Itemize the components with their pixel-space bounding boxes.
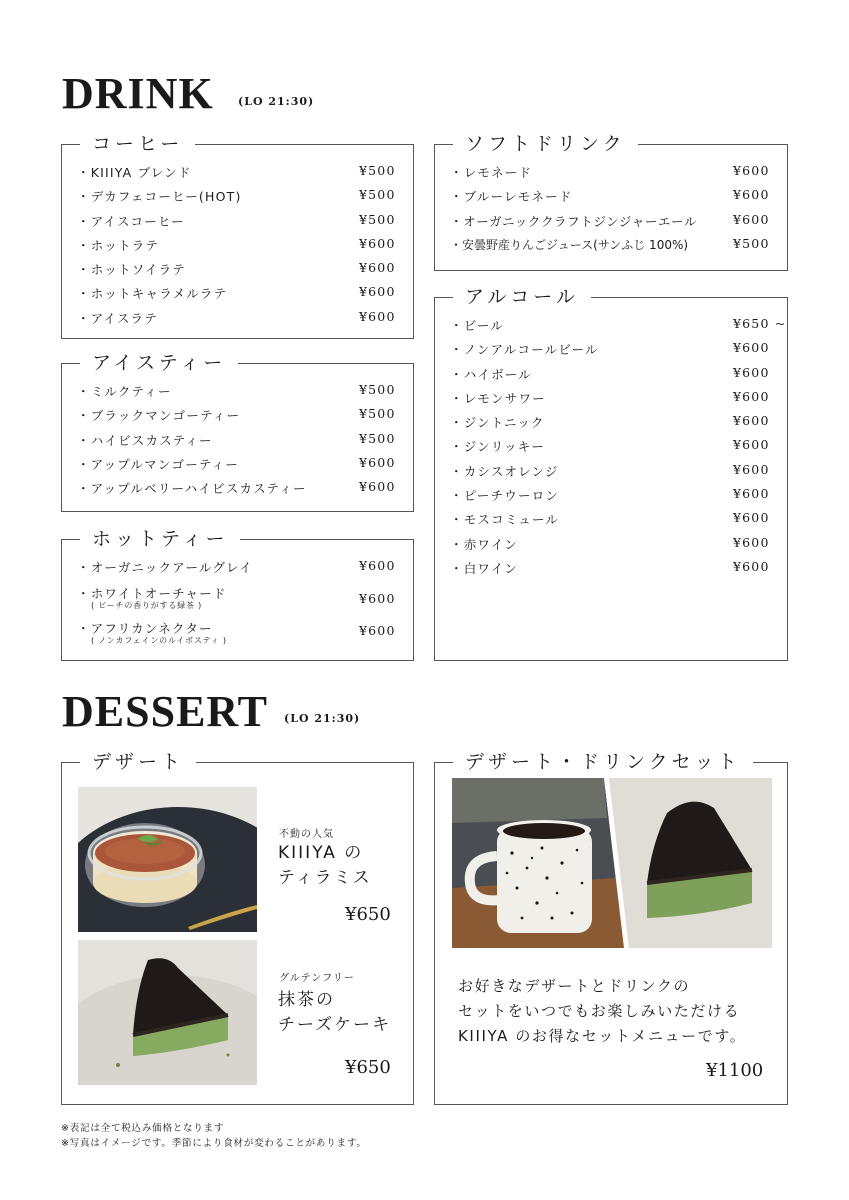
alcohol-section-title: アルコール bbox=[453, 284, 591, 310]
menu-item: ・白ワイン ¥600 bbox=[450, 558, 770, 576]
menu-item: ・ビール ¥650 ~ bbox=[450, 316, 787, 333]
coffee-section-title: コーヒー bbox=[80, 131, 195, 157]
menu-item: ・ブラックマンゴーティー ¥500 bbox=[77, 406, 396, 424]
hot-tea-section-title: ホットティー bbox=[80, 526, 240, 552]
footnote-photo: ※写真はイメージです。季節により食材が変わることがあります。 bbox=[61, 1138, 367, 1149]
matcha-cheesecake-photo bbox=[78, 940, 257, 1085]
drink-last-order: (LO 21:30) bbox=[238, 95, 315, 108]
menu-item: ・レモネード ¥600 bbox=[450, 163, 770, 180]
coffee-and-cake-photo bbox=[452, 778, 772, 948]
item-note: ( ピーチの香りがする緑茶 ) bbox=[91, 601, 203, 610]
menu-item: ・オーガニックアールグレイ ¥600 bbox=[77, 558, 396, 575]
menu-item: ・ミルクティー ¥500 bbox=[77, 382, 396, 399]
set-menu-description: お好きなデザートとドリンクの セットをいつでもお楽しみいただける KIIIYA のお得なセットメニューです。 bbox=[458, 977, 747, 1045]
menu-item: ・ブルーレモネード ¥600 bbox=[450, 187, 770, 205]
alcohol-section bbox=[434, 286, 788, 661]
menu-item: ・赤ワイン ¥600 bbox=[450, 534, 770, 552]
tiramisu-tag: 不動の人気 bbox=[279, 829, 334, 840]
menu-item: ・オーガニッククラフトジンジャーエール ¥600 bbox=[450, 211, 770, 229]
menu-item: ・ホットラテ ¥600 bbox=[77, 235, 396, 253]
menu-item: ・ピーチウーロン ¥600 bbox=[450, 486, 770, 504]
menu-item: ・アイスラテ ¥600 bbox=[77, 308, 396, 326]
menu-item: ・レモンサワー ¥600 bbox=[450, 388, 770, 406]
cheesecake-name: 抹茶の チーズケーキ bbox=[278, 990, 392, 1035]
menu-item: ・アップルマンゴーティー ¥600 bbox=[77, 454, 396, 472]
menu-item: ・ホワイトオーチャード ¥600 ( ピーチの香りがする緑茶 ) bbox=[77, 586, 396, 610]
menu-item: ・デカフェコーヒー(HOT) ¥500 bbox=[77, 187, 396, 205]
coffee-section bbox=[61, 133, 414, 339]
hot-tea-section bbox=[61, 528, 414, 661]
soft-drink-section-title: ソフトドリンク bbox=[453, 131, 638, 157]
set-menu-section-title: デザート・ドリンクセット bbox=[453, 749, 753, 775]
item-note: ( ノンカフェインのルイボスティ ) bbox=[91, 636, 227, 645]
menu-item: ・ホットソイラテ ¥600 bbox=[77, 260, 396, 278]
menu-item: ・アイスコーヒー ¥500 bbox=[77, 211, 396, 229]
menu-item: ・ジントニック ¥600 bbox=[450, 413, 770, 431]
drink-title: DRINK bbox=[62, 69, 214, 118]
tiramisu-photo bbox=[78, 787, 257, 932]
dessert-section bbox=[61, 751, 414, 1105]
iced-tea-section bbox=[61, 352, 414, 512]
menu-item: ・ノンアルコールビール ¥600 bbox=[450, 340, 770, 358]
tiramisu-name: KIIIYA の ティラミス bbox=[278, 843, 372, 888]
dessert-title: DESSERT bbox=[62, 687, 268, 736]
menu-item: ・カシスオレンジ ¥600 bbox=[450, 461, 770, 479]
menu-item: ・ジンリッキー ¥600 bbox=[450, 437, 770, 455]
menu-item: ・モスコミュール ¥600 bbox=[450, 510, 770, 528]
dessert-last-order: (LO 21:30) bbox=[284, 712, 361, 725]
menu-item: ・ハイボール ¥600 bbox=[450, 364, 770, 382]
tiramisu-price: ¥650 bbox=[345, 904, 391, 925]
set-menu-section bbox=[434, 751, 788, 1105]
footnote-tax: ※表記は全て税込み価格となります bbox=[61, 1123, 225, 1134]
cheesecake-price: ¥650 bbox=[345, 1057, 391, 1078]
iced-tea-section-title: アイスティー bbox=[80, 350, 238, 376]
set-menu-price: ¥1100 bbox=[706, 1060, 764, 1081]
menu-item: ・KIIIYA ブレンド ¥500 bbox=[77, 163, 396, 180]
dessert-section-title: デザート bbox=[80, 749, 196, 775]
cheesecake-tag: グルテンフリー bbox=[279, 973, 355, 984]
menu-item: ・アフリカンネクター ¥600 ( ノンカフェインのルイボスティ ) bbox=[77, 621, 396, 645]
menu-item: ・ホットキャラメルラテ ¥600 bbox=[77, 284, 396, 302]
menu-item: ・アップルベリーハイビスカスティー ¥600 bbox=[77, 479, 396, 497]
menu-item: ・ハイビスカスティー ¥500 bbox=[77, 430, 396, 448]
menu-item: ・安曇野産りんごジュース(サンふじ 100%) ¥500 bbox=[450, 235, 770, 252]
soft-drink-section bbox=[434, 133, 788, 271]
